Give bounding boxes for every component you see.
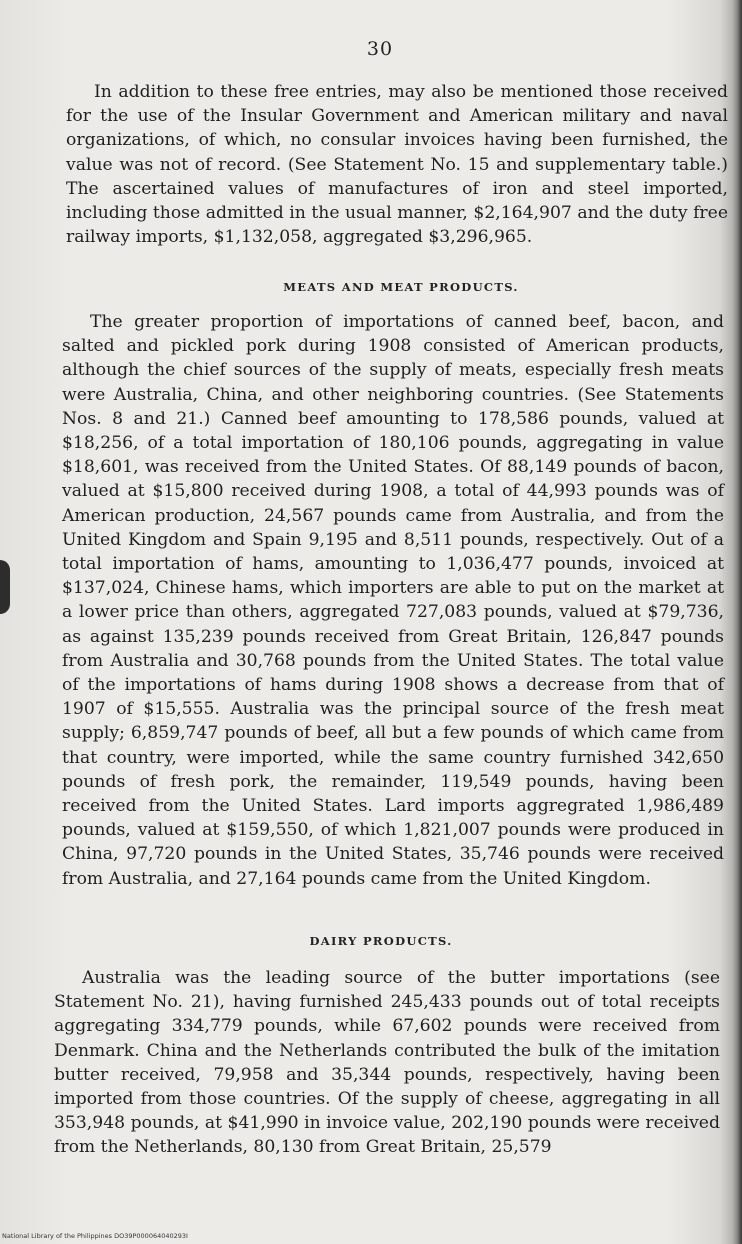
- binding-mark: [0, 560, 10, 614]
- paragraph-dairy: Australia was the leading source of the butter importations (see Statement No. 21), having furnished 245,433 pounds out of total receipts aggregating 334,779 pounds, while 67,602 pounds were received from Denmark. China and the Netherlands contributed the bulk of the imitation butter received, 79,958 and 35,344 pounds, respectively, having been imported from those countries. Of the supply of cheese, aggregating in all 353,948 pounds, at $41,990 in invoice value, 202,190 pounds were received from the Netherlands, 80,130 from Great Britain, 25,579: [54, 968, 720, 1158]
- page-edge-shadow: [732, 0, 742, 1244]
- page-number: 30: [366, 38, 394, 60]
- library-footer: National Library of the Philippines DO39P000064040293I: [2, 1232, 188, 1240]
- section-heading-dairy: DAIRY PRODUCTS.: [309, 934, 453, 948]
- paragraph-meats: The greater proportion of importations of canned beef, bacon, and salted and pickled pork during 1908 consisted of American products, although the chief sources of the supply of meats, especially fresh meats were Australia, China, and other neighboring countries. (See Statements Nos. 8 and 21.) Canned beef amounting to 178,586 pounds, valued at $18,256, of a total importation of 180,106 pounds, aggregating in value $18,601, was received from the United States. Of 88,149 pounds of bacon, valued at $15,800 received during 1908, a total of 44,993 pounds was of American production, 24,567 pounds came from Australia, and from the United Kingdom and Spain 9,195 and 8,511 pounds, respectively. Out of a total importation of hams, amounting to 1,036,477 pounds, invoiced at $137,024, Chinese hams, which importers are able to put on the market at a lower price than others, aggregated 727,083 pounds, valued at $79,736, as against 135,239 pounds received from Great Britain, 126,847 pounds from Australia and 30,768 pounds from the United States. The total value of the importations of hams during 1908 shows a decrease from that of 1907 of $15,555. Australia was the principal source of the fresh meat supply; 6,859,747 pounds of beef, all but a few pounds of which came from that country, were imported, while the same country furnished 342,650 pounds of fresh pork, the remainder, 119,549 pounds, having been received from the United States. Lard imports aggregrated 1,986,489 pounds, valued at $159,550, of which 1,821,007 pounds were produced in China, 97,720 pounds in the United States, 35,746 pounds were received from Australia, and 27,164 pounds came from the United Kingdom.: [62, 312, 724, 889]
- section-heading-meats: MEATS AND MEAT PRODUCTS.: [283, 280, 519, 294]
- paragraph-free-entries: In addition to these free entries, may also be mentioned those received for the use of the Insular Government and American military and naval organizations, of which, no consular invoices having been furnished, the value was not of record. (See Statement No. 15 and supplementary table.) The ascertained values of manufactures of iron and steel imported, including those admitted in the usual manner, $2,164,907 and the duty free railway imports, $1,132,058, aggregated $3,296,965.: [66, 82, 728, 248]
